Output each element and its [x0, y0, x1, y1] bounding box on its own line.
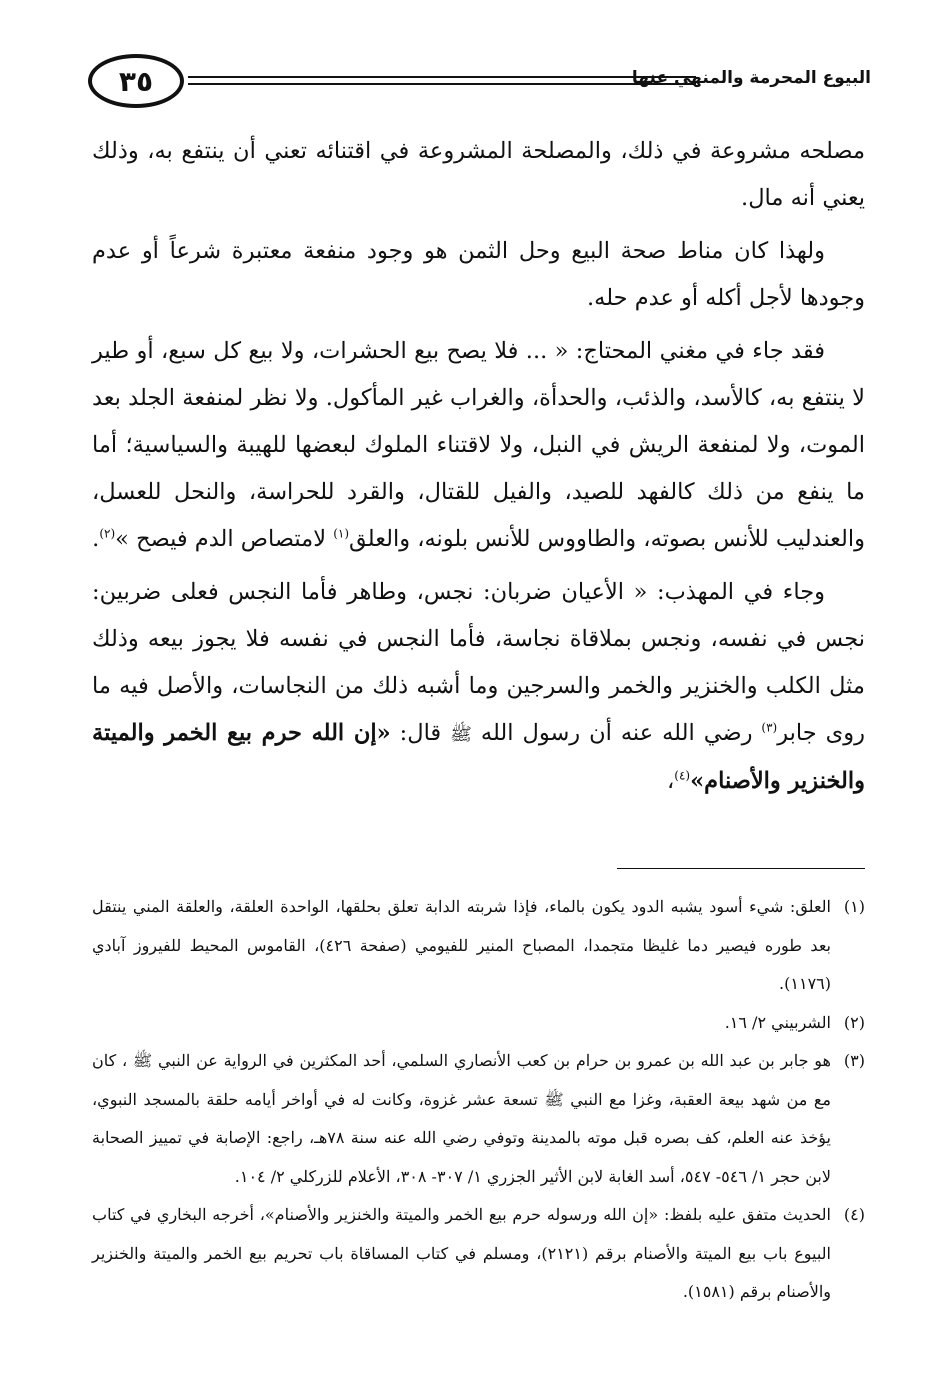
footnote-ref-2[interactable]: (٢)	[99, 526, 116, 541]
hadith-quote: «إن الله حرم بيع الخمر والميتة والخنزير والأصنام»	[92, 720, 865, 794]
footnote-number: (٢)	[843, 1012, 865, 1032]
footnote-3	[92, 1042, 865, 1196]
paragraph-3	[92, 328, 865, 563]
paragraph-4-text-b: رضي الله عنه أن رسول الله	[471, 720, 762, 746]
paragraph-1: مصلحه مشروعة في ذلك، والمصلحة المشروعة في اقتنائه تعني أن ينتفع به، وذلك يعني أنه مال.	[92, 138, 865, 211]
paragraph-3-end: .	[92, 526, 100, 552]
paragraph-3-text-b: لامتصاص الدم فيصح »	[115, 526, 334, 552]
footnote-ref-4[interactable]: (٤)	[674, 768, 691, 783]
footnote-ref-3[interactable]: (٣)	[761, 720, 778, 735]
footnote-number: (٣)	[843, 1051, 865, 1070]
footnotes	[92, 888, 865, 1312]
page-header	[88, 52, 871, 116]
paragraph-4-text-c: قال:	[390, 720, 451, 746]
paragraph-2: ولهذا كان مناط صحة البيع وحل الثمن هو وجود منفعة معتبرة شرعاً أو عدم وجودها لأجل أكله أو عدم حله.	[92, 238, 865, 311]
paragraph-4-text-a: وجاء في المهذب: « الأعيان ضربان: نجس، وطاهر فأما النجس فعلى ضربين: نجس في نفسه، ونجس بملاقاة نجاسة، فأما النجس في نفسه فلا يجوز بيعه وذلك مثل الكلب والخنزير والخمر والسرجين وما أشبه ذلك من النجاسات، والأصل فيه ما روى جابر	[92, 579, 865, 746]
footnote-2	[92, 1004, 865, 1043]
running-title: البيوع المحرمة والمنهي عنها	[631, 68, 871, 88]
footnote-text: هو جابر بن عبد الله بن عمرو بن حرام بن كعب الأنصاري السلمي، أحد المكثرين في الرواية عن النبي ﷺ ، كان مع من شهد بيعة العقبة، وغزا مع النبي ﷺ تسعة عشر غزوة، وكانت له في أواخر أيامه حلقة بالمسجد النبوي، يؤخذ عنه العلم، كف بصره قبل موته بالمدينة وتوفي رضي الله عنه سنة ٧٨هـ، راجع: الإصابة في تمييز الصحابة لابن حجر ١/ ٥٤٦- ٥٤٧، أسد الغابة لابن الأثير الجزري ١/ ٣٠٧- ٣٠٨، الأعلام للزركلي ٢/ ١٠٤.	[92, 1051, 832, 1186]
footnote-1	[92, 888, 865, 1004]
page-number: ٣٥	[88, 54, 184, 108]
main-text	[92, 128, 865, 811]
footnote-number: (٤)	[843, 1205, 865, 1224]
paragraph-4	[92, 569, 865, 805]
footnote-text: الحديث متفق عليه بلفظ: «إن الله ورسوله حرم بيع الخمر والميتة والخنزير والأصنام»، أخرجه البخاري في كتاب البيوع باب بيع الميتة والأصنام برقم (٢١٢١)، ومسلم في كتاب المساقاة باب تحريم بيع الخمر والميتة والخنزير والأصنام برقم (١٥٨١).	[92, 1205, 832, 1301]
footnote-separator	[617, 868, 865, 869]
salawat-glyph: ﷺ	[450, 724, 472, 745]
footnote-4	[92, 1196, 865, 1312]
paragraph-3-text-a: فقد جاء في مغني المحتاج: « ... فلا يصح بيع الحشرات، ولا بيع كل سبع، أو طير لا ينتفع به، كالأسد، والذئب، والحدأة، والغراب غير المأكول. ولا نظر لمنفعة الجلد بعد الموت، ولا لمنفعة الريش في النبل، ولا لاقتناء الملوك لبعضها للهيبة والسياسية؛ أما ما ينفع من ذلك كالفهد للصيد، والفيل للقتال، والقرد للحراسة، والنحل للعسل، والعندليب للأنس بصوته، والطاووس للأنس بلونه، والعلق	[92, 338, 865, 552]
footnote-text: العلق: شيء أسود يشبه الدود يكون بالماء، فإذا شربته الدابة تعلق بحلقها، الواحدة العلقة، والعلقة المني ينتقل بعد طوره فيصير دما غليظا متجمدا، المصباح المنير للفيومي (صفحة ٤٢٦)، القاموس المحيط للفيروز آبادي (١١٧٦).	[92, 897, 831, 993]
paragraph-4-end: ،	[667, 768, 675, 794]
header-double-rule	[188, 76, 696, 85]
footnote-ref-1[interactable]: (١)	[333, 526, 350, 541]
footnote-text: الشربيني ٢/ ١٦.	[724, 1012, 831, 1032]
footnote-number: (١)	[843, 897, 865, 916]
